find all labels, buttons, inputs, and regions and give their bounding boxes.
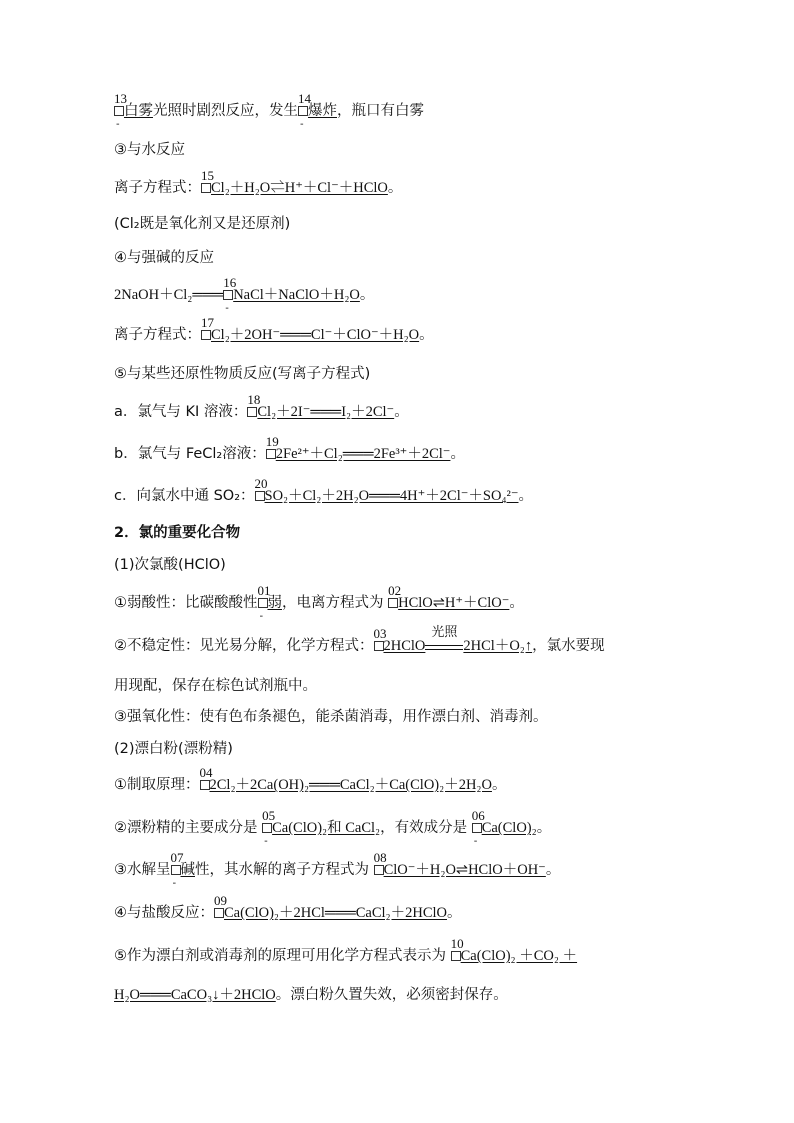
answer-2: HClO⇌H⁺＋ClO⁻	[398, 595, 510, 611]
text: 。	[509, 595, 524, 611]
line-9	[114, 392, 409, 422]
line-11	[114, 476, 533, 506]
label: ①制取原理：	[114, 777, 200, 793]
text: 。	[394, 404, 409, 420]
line-8: ⑤与某些还原性物质反应(写离子方程式)	[114, 366, 371, 382]
text: ②不稳定性：见光易分解，化学方程式：	[114, 638, 374, 654]
answer: Cl₂＋H₂O⇌H⁺＋Cl⁻＋HClO	[211, 180, 388, 196]
blank-marker: 13 -	[114, 91, 127, 130]
line-1	[114, 91, 424, 130]
line-23	[114, 936, 578, 966]
line-24	[114, 985, 508, 1005]
line-3	[114, 168, 403, 198]
answer-2: Ca(ClO)₂	[481, 820, 537, 836]
answer-1: 白雾	[124, 103, 153, 119]
text: ，瓶口有白雾	[337, 103, 424, 119]
line-18: (2)漂白粉(漂粉精)	[114, 741, 233, 757]
text: 性，其水解的离子方程式为	[195, 862, 374, 878]
text: 。	[359, 287, 375, 303]
text: 光照时剧烈反应，发生	[153, 103, 298, 119]
answer-2: 爆炸	[308, 103, 337, 119]
label: 离子方程式：	[114, 180, 201, 196]
label: 离子方程式：	[114, 327, 201, 343]
text: ，电离方程式为	[282, 595, 389, 611]
text: 。	[447, 905, 462, 921]
blank-marker: 01 -	[257, 583, 271, 622]
text: 。	[450, 446, 465, 462]
text: ，氯水要现	[532, 638, 605, 654]
text: 。	[491, 777, 507, 793]
blank-marker: 17	[201, 325, 211, 345]
section-heading: 2．氯的重要化合物	[114, 525, 241, 541]
blank-marker: 20	[255, 486, 265, 506]
blank-marker: 03	[374, 636, 384, 656]
blank-marker: 19	[266, 444, 276, 464]
text: ，有效成分是	[380, 820, 472, 836]
answer: Cl₂＋2OH⁻═══Cl⁻＋ClO⁻＋H₂O	[211, 327, 420, 343]
label: c．向氯水中通 SO₂：	[114, 488, 255, 504]
answer: H₂O═══CaCO₃↓＋2HClO	[114, 987, 276, 1003]
blank-marker: 09	[214, 903, 224, 923]
text: 。漂白粉久置失效，必须密封保存。	[275, 987, 508, 1003]
line-19	[114, 765, 507, 795]
blank-marker: 04	[200, 775, 210, 795]
label: a．氯气与 KI 溶液：	[114, 404, 248, 420]
blank-marker: 14 -	[298, 91, 311, 130]
text: ①弱酸性：比碳酸酸性	[114, 595, 258, 611]
answer: Cl₂＋2I⁻═══I₂＋2Cl⁻	[257, 404, 395, 420]
label: b．氯气与 FeCl₂溶液：	[114, 446, 266, 462]
text: 。	[387, 180, 403, 196]
text: 。	[545, 862, 561, 878]
blank-marker: 06 -	[471, 808, 485, 847]
answer-2: 2HCl＋O₂↑	[463, 638, 533, 654]
text: ⑤作为漂白剂或消毒剂的原理可用化学方程式表示为	[114, 948, 451, 964]
answer: NaCl＋NaClO＋H₂O	[233, 287, 360, 303]
blank-marker: 08	[374, 860, 384, 880]
answer: 2Fe²⁺＋Cl₂═══2Fe³⁺＋2Cl⁻	[275, 446, 451, 462]
line-4: (Cl₂既是氧化剂又是还原剂)	[114, 216, 291, 232]
line-7	[114, 315, 434, 345]
blank-marker: 05 -	[262, 808, 276, 847]
text: ②漂粉精的主要成分是	[114, 820, 263, 836]
answer-1: 碱	[180, 862, 195, 878]
line-16: 用现配，保存在棕色试剂瓶中。	[114, 678, 317, 694]
answer-2: ClO⁻＋H₂O⇌HClO＋OH⁻	[383, 862, 546, 878]
answer-1: 2HClO	[383, 638, 426, 654]
answer: 2Cl₂＋2Ca(OH)₂═══CaCl₂＋Ca(ClO)₂＋2H₂O	[209, 777, 492, 793]
text: 。	[419, 327, 434, 343]
condition-label: 光照	[431, 625, 458, 640]
line-6	[114, 275, 375, 314]
line-17: ③强氧化性：使有色布条褪色，能杀菌消毒，用作漂白剂、消毒剂。	[114, 709, 548, 725]
text: 2NaOH＋Cl₂═══	[114, 287, 224, 303]
blank-marker: 02	[388, 593, 398, 613]
label: ④与盐酸反应：	[114, 905, 214, 921]
blank-marker: 10	[451, 946, 461, 966]
text: ③水解呈	[114, 862, 171, 878]
reaction-condition	[425, 625, 463, 650]
line-21	[114, 850, 561, 889]
line-15	[114, 625, 605, 656]
text: 。	[518, 488, 533, 504]
line-2: ③与水反应	[114, 142, 185, 158]
blank-marker: 07 -	[170, 850, 184, 889]
line-20	[114, 808, 552, 847]
line-5: ④与强碱的反应	[114, 250, 214, 266]
blank-marker: 18	[247, 402, 257, 422]
answer: SO₂＋Cl₂＋2H₂O═══4H⁺＋2Cl⁻＋SO₄²⁻	[264, 488, 519, 504]
line-13: (1)次氯酸(HClO)	[114, 557, 226, 573]
answer: Ca(ClO)₂ ＋CO₂ ＋	[460, 948, 578, 964]
blank-marker: 16 -	[223, 275, 237, 314]
answer-1: Ca(ClO)₂和 CaCl₂	[272, 820, 381, 836]
line-14	[114, 583, 524, 622]
line-10	[114, 434, 465, 464]
blank-marker: 15	[201, 178, 211, 198]
line-22	[114, 893, 462, 923]
text: 。	[536, 820, 552, 836]
answer: Ca(ClO)₂＋2HCl═══CaCl₂＋2HClO	[224, 905, 447, 921]
answer-1: 弱	[267, 595, 282, 611]
